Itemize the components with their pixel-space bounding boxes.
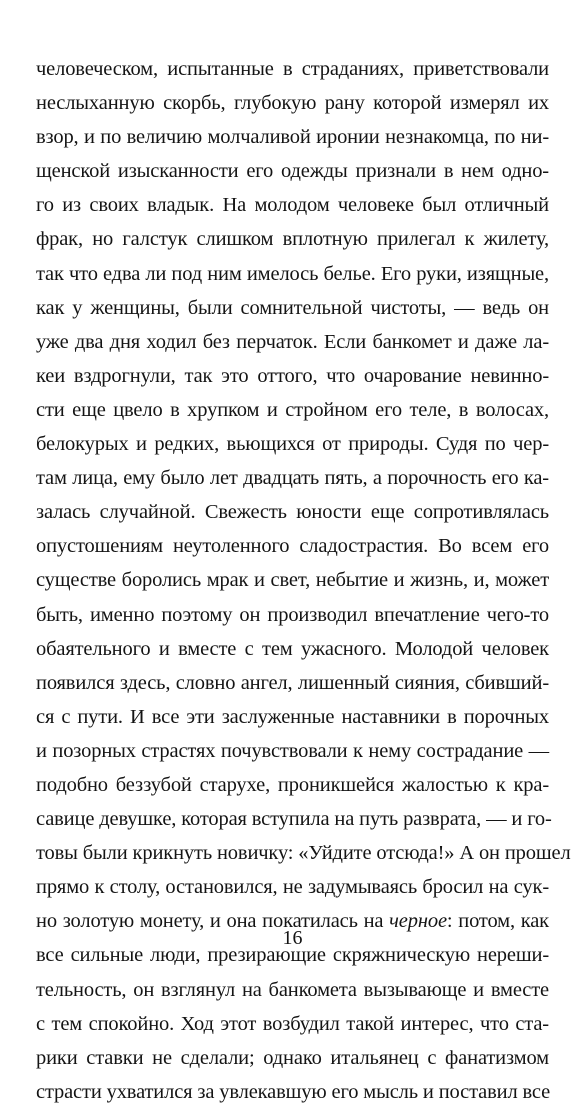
text-line: прямо к столу, остановился, не задумываясь бросил на сук- [36, 876, 549, 899]
text-line: появился здесь, словно ангел, лишенный сияния, сбивший- [36, 671, 549, 694]
text-line: белокурых и редких, вьющихся от природы. Судя по чер- [36, 433, 549, 456]
text-line: ся с пути. И все эти заслуженные наставники в порочных [36, 705, 549, 728]
page-number: 16 [282, 927, 303, 949]
body-text [36, 52, 571, 1109]
text-line: рики ставки не сделали; однако итальянец с фанатизмом [36, 1046, 549, 1069]
text-line: подобно беззубой старухе, проникшейся жалостью к кра- [36, 773, 549, 796]
text-line: взор, и по величию молчаливой иронии незнакомца, по ни- [36, 126, 549, 149]
text-line: уже два дня ходил без перчаток. Если банкомет и даже ла- [36, 330, 549, 353]
text-line: неслыханную скорбь, глубокую рану которой измерял их [36, 92, 549, 115]
text-line: страсти ухватился за увлекавшую его мысль и поставил все [36, 1080, 551, 1103]
text-line-end: : потом, как [446, 910, 549, 933]
text-line-start: но золотую монету, и она покатилась на [36, 910, 390, 933]
text-line: тельность, он взглянул на банкомета вызывающе и вместе [36, 978, 549, 1001]
text-line: с тем спокойно. Ход этот возбудил такой интерес, что ста- [36, 1012, 549, 1035]
text-line: товы были крикнуть новичку: «Уйдите отсюда!» А он прошел [36, 842, 571, 865]
text-line: залась случайной. Свежесть юности еще сопротивлялась [36, 501, 549, 524]
text-line: щенской изысканности его одежды признали в нем одно- [36, 160, 549, 183]
text-line: сти еще цвело в хрупком и стройном его теле, в волосах, [36, 398, 549, 421]
text-line: кеи вздрогнули, так это оттого, что очарование невинно- [36, 364, 549, 387]
text-line: обаятельного и вместе с тем ужасного. Молодой человек [36, 637, 549, 660]
text-line: существе боролись мрак и свет, небытие и жизнь, и, может [36, 569, 549, 592]
text-line: все сильные люди, презирающие скряжническую нереши- [36, 944, 549, 967]
text-line: там лица, ему было лет двадцать пять, а порочность его ка- [36, 467, 549, 490]
italic-word: черное [389, 910, 447, 933]
text-line: савице девушке, которая вступила на путь разврата, — и го- [36, 808, 552, 831]
text-line: быть, именно поэтому он производил впечатление чего-то [36, 603, 549, 626]
text-line: фрак, но галстук слишком вплотную прилегал к жилету, [36, 228, 549, 251]
text-line: так что едва ли под ним имелось белье. Его руки, изящные, [36, 262, 549, 285]
text-line: человеческом, испытанные в страданиях, приветствовали [36, 58, 549, 80]
text-line: го из своих владык. На молодом человеке был отличный [36, 194, 549, 217]
text-line: как у женщины, были сомнительной чистоты, — ведь он [36, 296, 549, 319]
text-line: и позорных страстях почувствовали к нему сострадание — [36, 739, 549, 762]
text-line: опустошениям неутоленного сладострастия. Во всем его [36, 535, 549, 558]
